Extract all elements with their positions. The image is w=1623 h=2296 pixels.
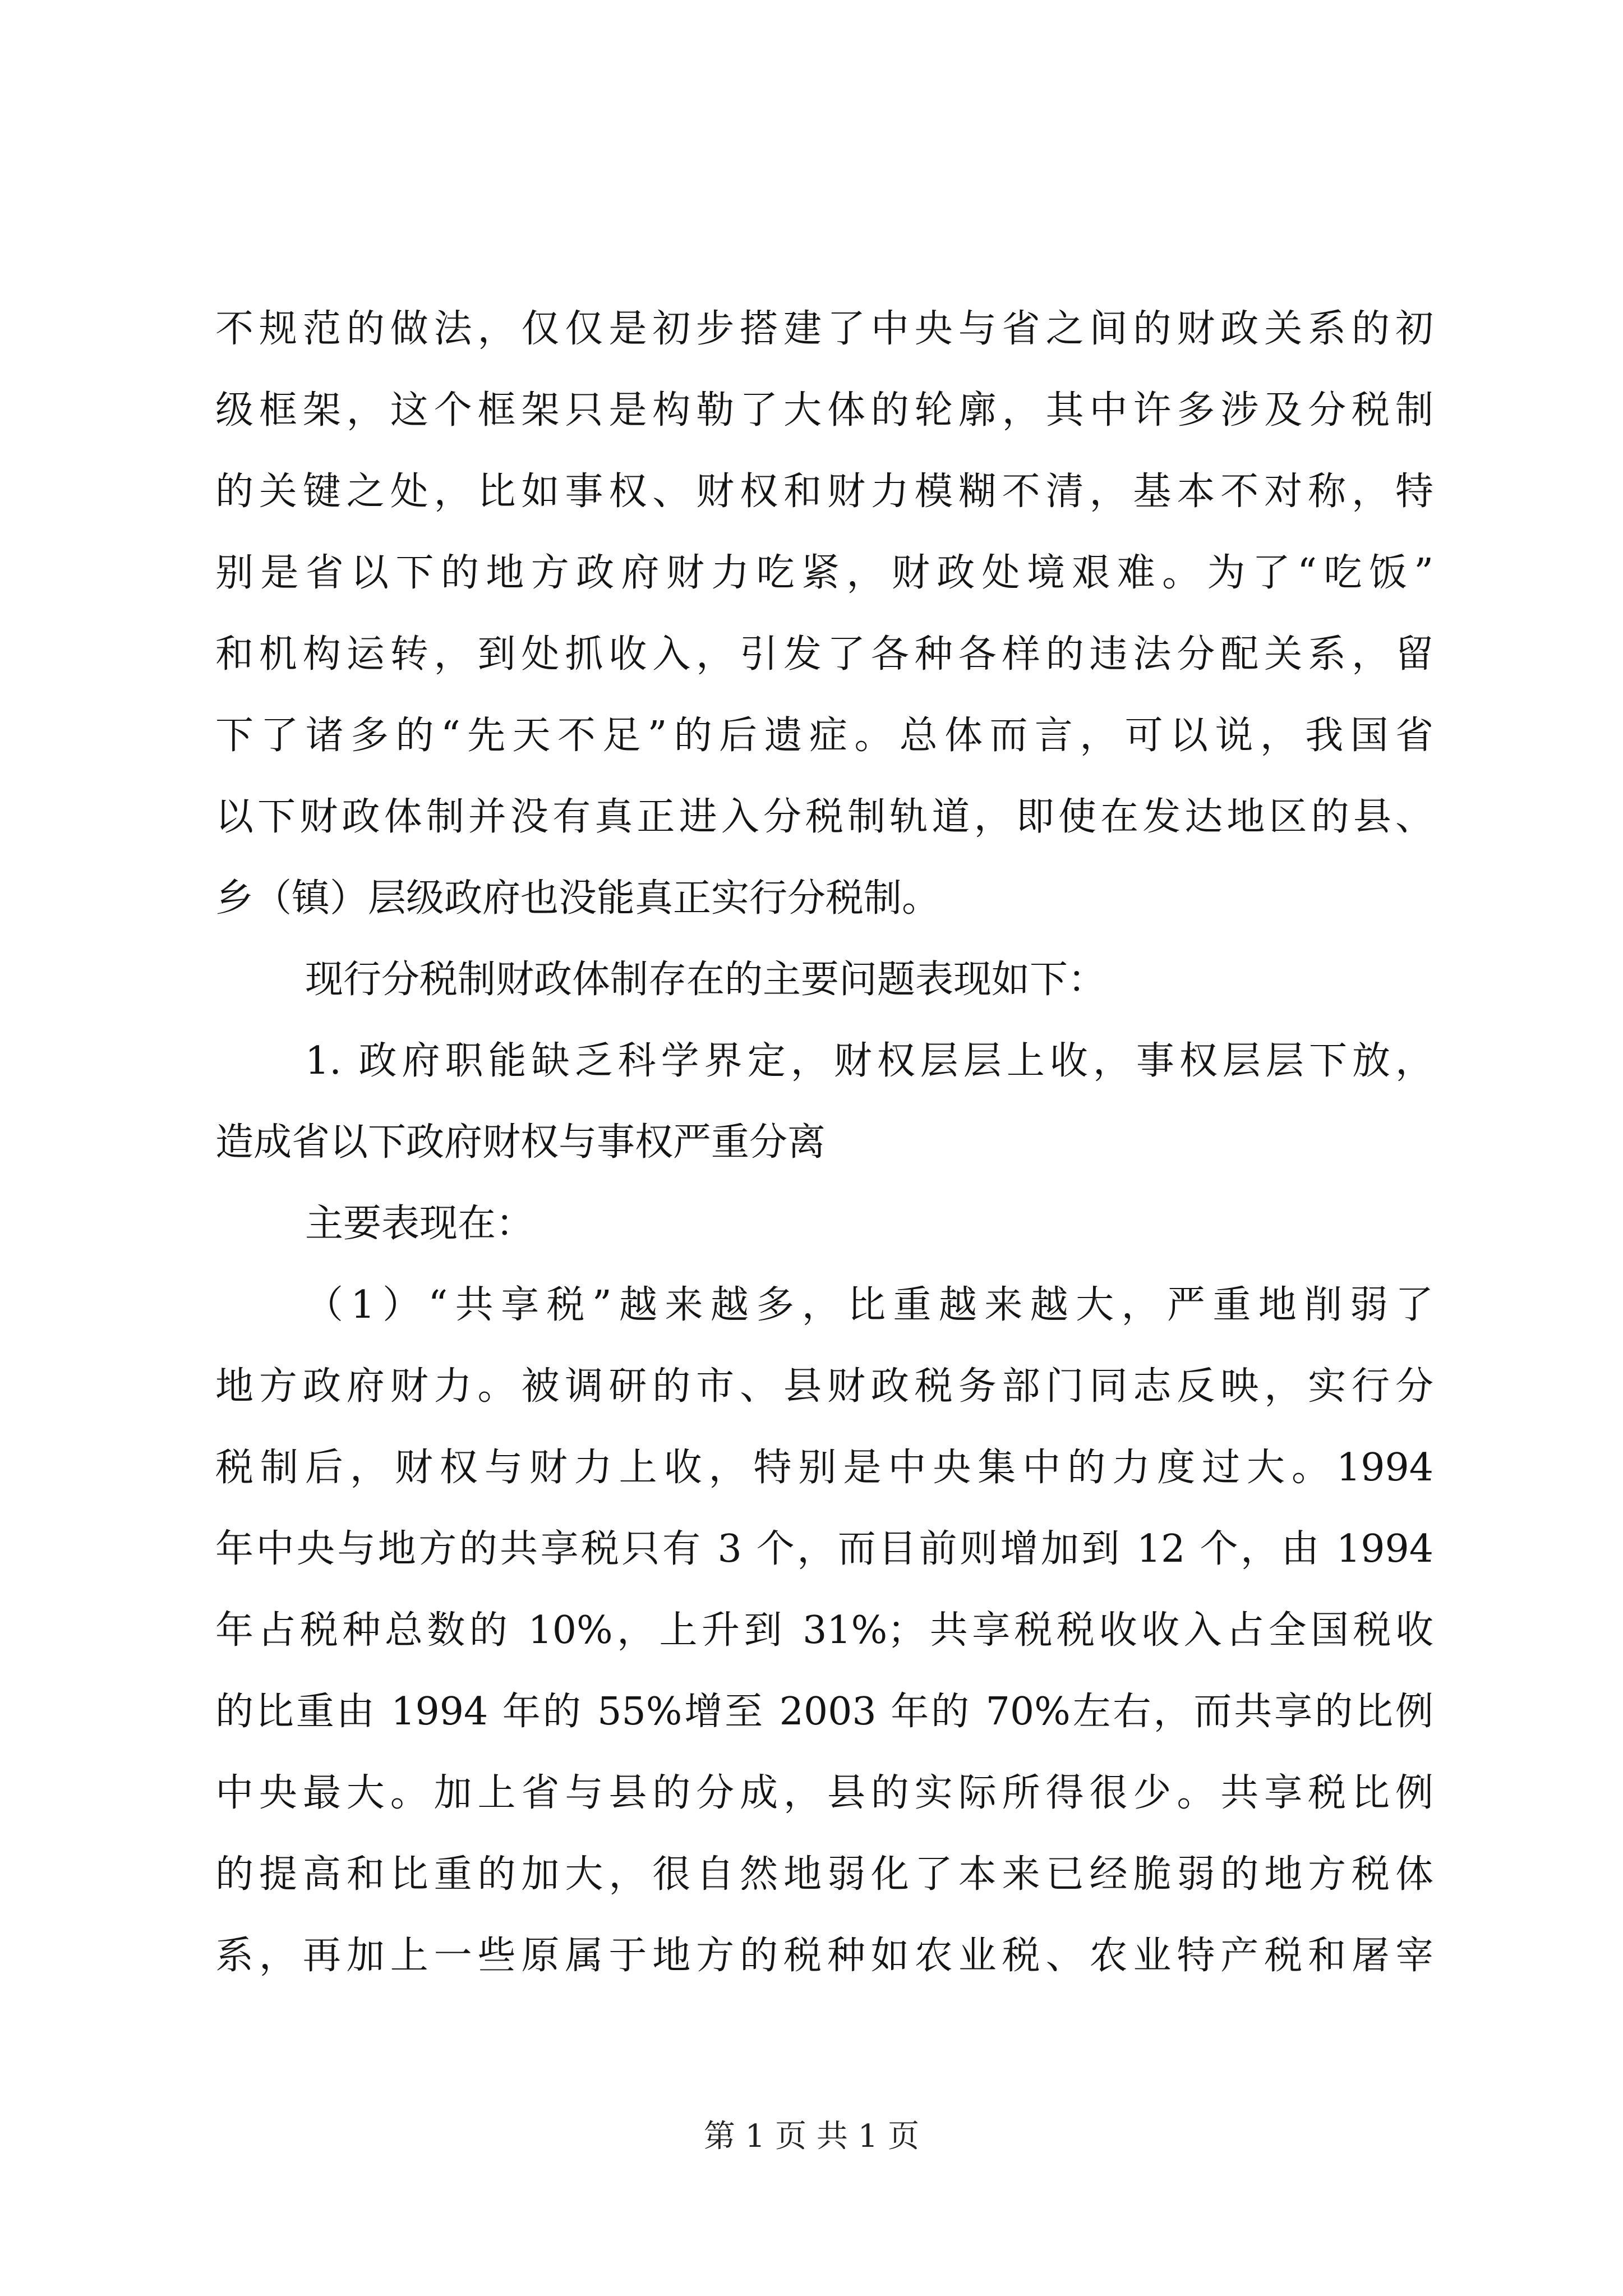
text-line: 年占税种总数的 10%，上升到 31%；共享税税收收入占全国税收 [215, 1608, 1433, 1653]
text-line: 和机构运转，到处抓收入，引发了各种各样的违法分配关系，留 [215, 632, 1433, 677]
heading-item-1-cont: 造成省以下政府财权与事权严重分离 [215, 1120, 826, 1165]
section-intro: 现行分税制财政体制存在的主要问题表现如下： [305, 958, 1106, 1002]
text-line: 的关键之处，比如事权、财权和财力模糊不清，基本不对称，特 [215, 470, 1433, 514]
text-line: 中央最大。加上省与县的分成，县的实际所得很少。共享税比例 [215, 1771, 1433, 1815]
text-line: 的提高和比重的加大，很自然地弱化了本来已经脆弱的地方税体 [215, 1852, 1433, 1897]
page-footer: 第 1 页 共 1 页 [703, 2118, 920, 2155]
text-line: 年中央与地方的共享税只有 3 个，而目前则增加到 12 个，由 1994 [215, 1527, 1433, 1571]
text-line: （1）“共享税”越来越多，比重越来越大，严重地削弱了 [305, 1283, 1433, 1327]
text-line: 以下财政体制并没有真正进入分税制轨道，即使在发达地区的县、 [215, 795, 1433, 839]
text-line: 的比重由 1994 年的 55%增至 2003 年的 70%左右，而共享的比例 [215, 1690, 1433, 1734]
text-line: 系，再加上一些原属于地方的税种如农业税、农业特产税和屠宰 [215, 1934, 1433, 1978]
subsection-label: 主要表现在： [305, 1202, 534, 1246]
text-line: 级框架，这个框架只是构勒了大体的轮廓，其中许多涉及分税制 [215, 388, 1433, 432]
heading-item-1: 1. 政府职能缺乏科学界定，财权层层上收，事权层层下放， [305, 1039, 1433, 1083]
text-line: 乡（镇）层级政府也没能真正实行分税制。 [215, 876, 940, 921]
text-line: 别是省以下的地方政府财力吃紧，财政处境艰难。为了“吃饭” [215, 551, 1433, 595]
text-line: 地方政府财力。被调研的市、县财政税务部门同志反映，实行分 [215, 1364, 1433, 1409]
document-body [215, 288, 1433, 1996]
text-line: 下了诸多的“先天不足”的后遗症。总体而言，可以说，我国省 [215, 714, 1433, 758]
text-line: 不规范的做法，仅仅是初步搭建了中央与省之间的财政关系的初 [215, 307, 1433, 351]
text-line: 税制后，财权与财力上收，特别是中央集中的力度过大。1994 [215, 1446, 1433, 1490]
